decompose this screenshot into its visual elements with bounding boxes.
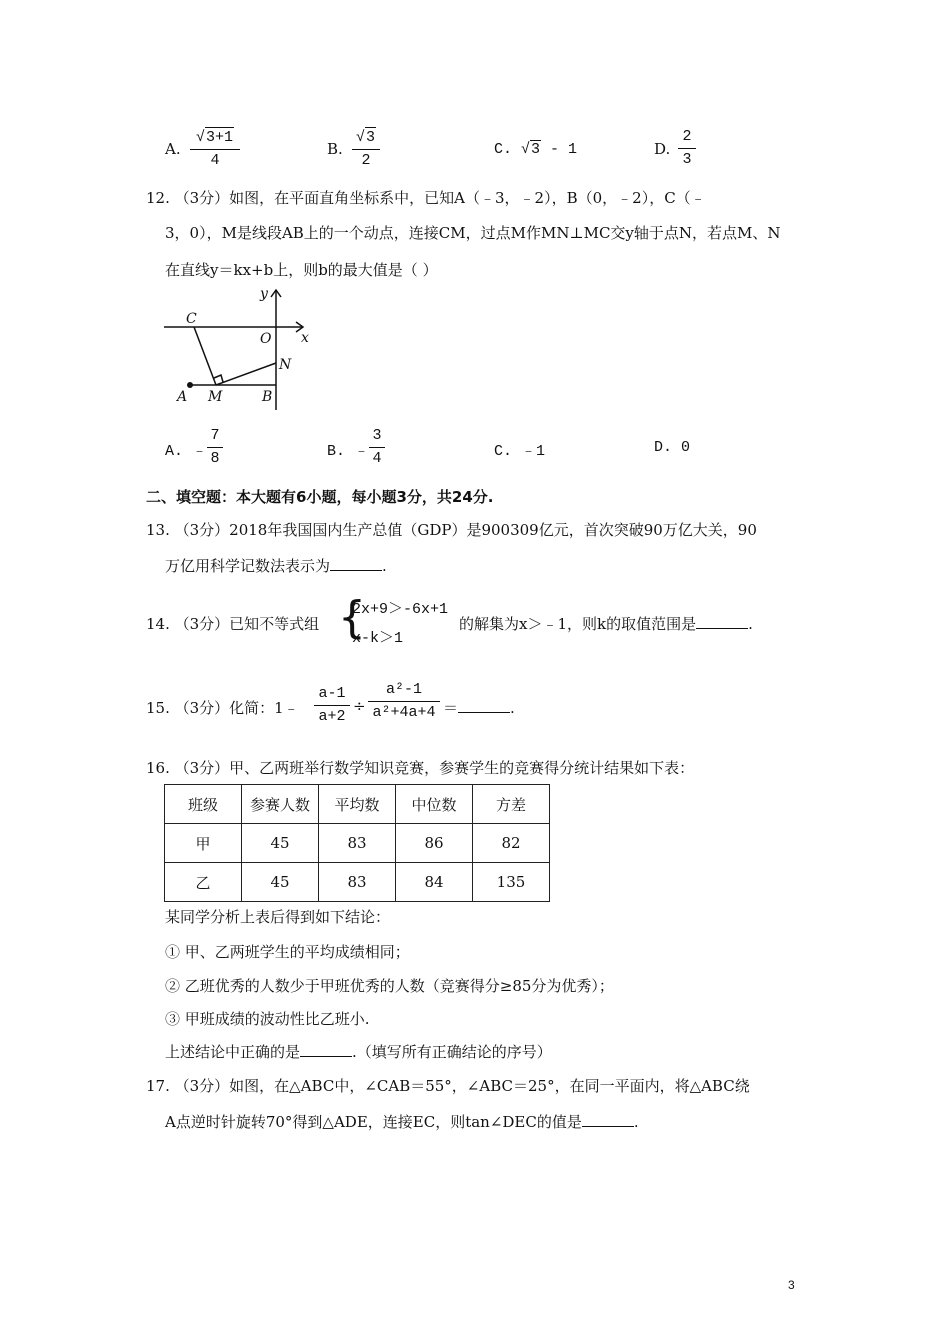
table-header: 平均数	[319, 785, 396, 824]
q12-option-d: D. 0	[654, 439, 691, 456]
table-cell: 83	[319, 824, 396, 863]
q16-after: 某同学分析上表后得到如下结论：	[165, 908, 391, 926]
q12-option-a-fraction: 7 8	[207, 426, 223, 469]
table-cell: 86	[396, 824, 473, 863]
q11-option-a: A.	[165, 140, 181, 158]
q14-ineq2: x-k＞1	[352, 630, 404, 647]
q11-option-d-fraction: 2 3	[678, 127, 696, 170]
answer-blank	[582, 1114, 634, 1127]
table-header-row	[165, 785, 550, 824]
table-cell: 135	[473, 863, 550, 902]
q14-pre: 14. （3分）已知不等式组	[146, 615, 320, 633]
q17-line1: 17. （3分）如图，在△ABC中，∠CAB＝55°，∠ABC＝25°，在同一平面内，将△ABC绕	[146, 1077, 750, 1095]
q11-option-b: B.	[327, 140, 343, 158]
score-table	[164, 784, 550, 902]
q11-option-a-fraction: √3+1 4	[190, 127, 240, 171]
answer-blank	[458, 700, 510, 713]
q12-option-b: B. ﹣	[327, 443, 370, 460]
q14-ineq1: 2x+9＞-6x+1	[352, 601, 449, 618]
q16-conclusion-1: ① 甲、乙两班学生的平均成绩相同；	[165, 943, 410, 961]
answer-blank	[696, 616, 748, 629]
q15-divide: ÷	[353, 697, 366, 715]
page-number: 3	[788, 1278, 795, 1292]
q16-intro: 16. （3分）甲、乙两班举行数学知识竞赛，参赛学生的竞赛得分统计结果如下表：	[146, 759, 695, 777]
q11-option-c: C. √3 - 1	[494, 141, 578, 158]
q15-fraction1: a-1 a+2	[314, 684, 350, 727]
q12-option-b-fraction: 3 4	[369, 426, 385, 469]
q12-option-c: C. ﹣1	[494, 443, 546, 460]
table-cell: 84	[396, 863, 473, 902]
table-header: 班级	[165, 785, 242, 824]
segment-cm	[194, 327, 216, 385]
q17-line2: A点逆时针旋转70°得到△ADE，连接EC，则tan∠DEC的值是 .	[165, 1113, 639, 1131]
q11-option-d: D.	[654, 140, 671, 158]
table-cell: 乙	[165, 863, 242, 902]
q12-line1: 12. （3分）如图，在平面直角坐标系中，已知A（﹣3，﹣2），B（0，﹣2），C（﹣	[146, 189, 706, 207]
q13-line2: 万亿用科学记数法表示为 .	[165, 557, 387, 575]
table-cell: 45	[242, 863, 319, 902]
q13-line1: 13. （3分）2018年我国国内生产总值（GDP）是900309亿元，首次突破90万亿大关，90	[146, 521, 757, 539]
q15-pre: 15. （3分）化简：1﹣	[146, 699, 299, 717]
table-header: 方差	[473, 785, 550, 824]
q15-equals: ＝ .	[443, 699, 515, 717]
answer-blank	[330, 558, 382, 571]
right-angle-mark	[214, 375, 223, 382]
q14-post: 的解集为x＞﹣1，则k的取值范围是 .	[459, 615, 753, 633]
section-heading: 二、填空题：本大题有6小题，每小题3分，共24分.	[146, 488, 494, 506]
q15-fraction2: a²-1 a²+4a+4	[368, 680, 440, 723]
table-row	[165, 824, 550, 863]
table-row	[165, 863, 550, 902]
label-o: O	[260, 331, 272, 347]
label-m: M	[208, 389, 223, 405]
label-b: B	[262, 389, 273, 405]
table-header: 参赛人数	[242, 785, 319, 824]
q16-conclusion-3: ③ 甲班成绩的波动性比乙班小.	[165, 1010, 370, 1028]
table-cell: 82	[473, 824, 550, 863]
label-y: y	[260, 286, 268, 302]
q12-line2: 3，0），M是线段AB上的一个动点，连接CM，过点M作MN⊥MC交y轴于点N，若点M、N	[165, 224, 781, 242]
q12-option-a: A. ﹣	[165, 443, 208, 460]
label-c: C	[186, 311, 197, 327]
label-x: x	[301, 330, 309, 346]
segment-mn	[216, 363, 276, 385]
table-cell: 甲	[165, 824, 242, 863]
q12-figure	[160, 285, 320, 415]
answer-blank	[300, 1044, 352, 1057]
table-header: 中位数	[396, 785, 473, 824]
q16-ask: 上述结论中正确的是 .（填写所有正确结论的序号）	[165, 1043, 552, 1061]
q16-conclusion-2: ② 乙班优秀的人数少于甲班优秀的人数（竞赛得分≥85分为优秀）；	[165, 977, 614, 995]
q12-line3: 在直线y＝kx+b上，则b的最大值是（ ）	[165, 261, 438, 279]
q14-brace: {	[338, 592, 366, 643]
table-cell: 83	[319, 863, 396, 902]
q11-option-b-fraction: √3 2	[352, 127, 380, 171]
label-a: A	[177, 389, 188, 405]
label-n: N	[279, 357, 292, 373]
table-cell: 45	[242, 824, 319, 863]
point-a	[187, 382, 193, 388]
